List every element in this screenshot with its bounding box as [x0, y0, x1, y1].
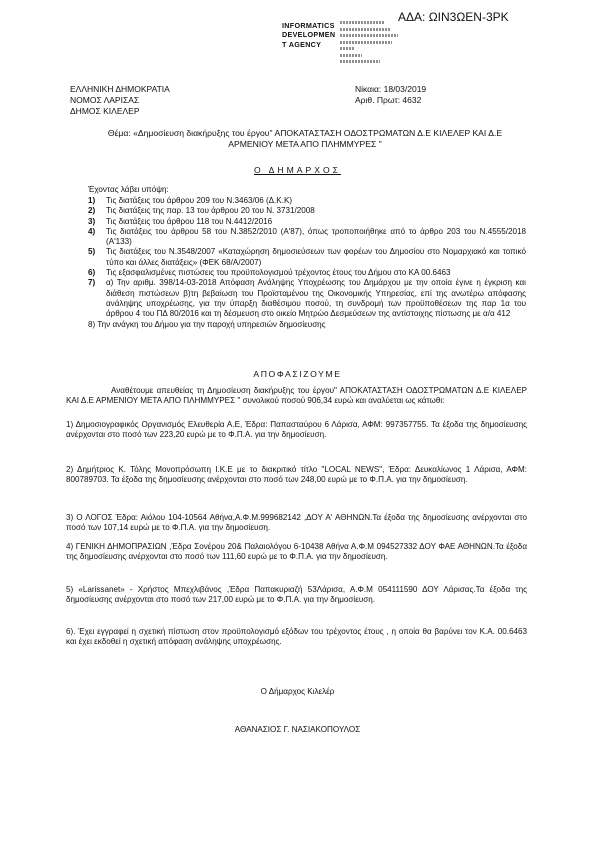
- item-text: Τις διατάξεις της παρ. 13 του άρθρου 20 του Ν. 3731/2008: [106, 206, 315, 216]
- assignment-intro: Αναθέτουμε απευθείας τη Δημοσίευση διακήρυξης του έργου" ΑΠΟΚΑΤΑΣΤΑΣΗ ΟΔΟΣΤΡΩΜΑΤΩΝ Δ.Ε ΚΙΛΕΛΕΡ ΚΑΙ Δ.Ε ΑΡΜΕΝΙΟΥ ΜΕΤΑ ΑΠΟ ΠΛΗΜΜΥΡΕΣ " συνολικού ποσού 906,34 ευρώ και αναλύεται ως κάτωθι:: [66, 386, 527, 406]
- list-item: [88, 320, 526, 330]
- date-line: Νίκαια: 18/03/2019: [355, 84, 427, 94]
- logo-line: INFORMATICS: [282, 21, 335, 30]
- signature-name: ΑΘΑΝΑΣΙΟΣ Γ. ΝΑΣΙΑΚΟΠΟΥΛΟΣ: [234, 725, 361, 734]
- item-number: 7): [88, 278, 96, 288]
- vendor-paragraph: 3) Ο ΛΟΓΟΣ Έδρα: Αιόλου 104-10564 Αθήνα,Α.Φ.Μ.999682142 ,ΔΟΥ Α' ΑΘΗΝΩΝ.Τα έξοδα της δημοσίευσης ανέρχονται στο ποσό των 107,14 ευρώ με το Φ.Π.Α. για την δημοσίευση.: [66, 513, 527, 533]
- item-text: 8) Την ανάγκη του Δήμου για την παροχή υπηρεσιών δημοσίευσης: [88, 319, 326, 329]
- decision-heading: ΑΠΟΦΑΣΙΖΟΥΜΕ: [253, 369, 342, 379]
- item-number: 1): [88, 196, 96, 205]
- considerations-list: [88, 196, 526, 330]
- date-protocol-block: [355, 84, 426, 106]
- vendor-paragraph: 4) ΓΕΝΙΚΗ ΔΗΜΟΠΡΑΣΙΩΝ ,Έδρα Σονέρου 20& Παλαιολόγου 6-10438 Αθήνα Α.Φ.Μ 094527332 ΔΟΥ ΦΑΕ ΑΘΗΝΩΝ.Τα έξοδα της δημοσίευσης ανέρχονται στο ποσό των 111,60 ευρώ με το Φ.Π.Α. για την δημοσίευση.: [66, 542, 527, 562]
- logo-line: T AGENCY: [282, 39, 322, 49]
- protocol-line: Αριθ. Πρωτ: 4632: [355, 95, 422, 105]
- list-item: [88, 206, 526, 216]
- issuer-block: [70, 84, 170, 117]
- vendor-paragraph: 1) Δημοσιογραφικός Οργανισμός Ελευθερία Α.Ε, Έδρα: Παπασταύρου 6 Λάρισα, ΑΦΜ: 997357755. Τα έξοδα της δημοσίευσης ανέρχονται στο ποσό των 223,20 ευρώ με το Φ.Π.Α. για την δημοσίευση.: [66, 420, 527, 440]
- logo-line: DEVELOPMEN: [282, 30, 336, 40]
- country-line: ΕΛΛΗΝΙΚΗ ΔΗΜΟΚΡΑΤΙΑ: [70, 84, 170, 94]
- municipality-line: ΔΗΜΟΣ ΚΙΛΕΛΕΡ: [70, 106, 140, 116]
- vendor-paragraph: 5) «Larissanet» - Χρήστος Μπεχλιβάνος ,Έδρα Παπακυριαζή 53Λάρισα, Α.Φ.Μ 054111590 ΔΟΥ Λάρισας.Τα έξοδα της δημοσίευσης ανέρχονται στο ποσό των 217,00 ευρώ με το Φ.Π.Α. για την δημοσίευση.: [66, 585, 527, 605]
- prefecture-line: ΝΟΜΟΣ ΛΑΡΙΣΑΣ: [70, 95, 140, 105]
- list-item: [88, 268, 526, 278]
- item-text: Τις διατάξεις του άρθρου 58 του Ν.3852/2010 (Α'87), όπως τροποποιήθηκε από το άρθρο 203 του Ν.4555/2018 (Α'133): [106, 226, 526, 247]
- item-number: 3): [88, 216, 96, 226]
- considering-label: Έχοντας λάβει υπόψη:: [88, 185, 169, 194]
- list-item: [88, 278, 526, 319]
- item-text: Τις διατάξεις του άρθρου 118 του Ν.4412/2016: [106, 216, 273, 226]
- subject-line: Θέμα: «Δημοσίευση διακήρυξης του έργου" ΑΠΟΚΑΤΑΣΤΑΣΗ ΟΔΟΣΤΡΩΜΑΤΩΝ Δ.Ε ΚΙΛΕΛΕΡ ΚΑΙ Δ.Ε ΑΡΜΕΝΙΟΥ ΜΕΤΑ ΑΠΟ ΠΛΗΜΜΥΡΕΣ ": [107, 128, 503, 149]
- list-item: [88, 217, 526, 227]
- item-text: Τις διατάξεις του άρθρου 209 του Ν.3463/06 (Δ.Κ.Κ): [106, 196, 293, 205]
- vendor-paragraph: 2) Δημήτριος Κ. Τόλης Μονοπρόσωπη Ι.Κ.Ε με το διακριτικό τίτλο "LOCAL NEWS", Έδρα: Δευκαλίωνος 1 Λάρισα, ΑΦΜ: 800789703. Τα έξοδα της δημοσίευσης ανέρχονται στο ποσό των 248,00 ευρώ με το Φ.Π.Α. για την δημοσίευση.: [66, 465, 527, 485]
- signature-title: Ο Δήμαρχος Κιλελέρ: [260, 687, 335, 696]
- item-number: 2): [88, 206, 96, 216]
- item-number: 4): [88, 226, 96, 236]
- ada-code: ΑΔΑ: ΩΙΝ3ΩΕΝ-3ΡΚ: [398, 10, 509, 24]
- list-item: [88, 227, 526, 248]
- mayor-heading: [0, 165, 595, 175]
- mayor-heading-text: Ο ΔΗΜΑΡΧΟΣ: [254, 165, 341, 175]
- budget-paragraph: 6). Έχει εγγραφεί η σχετική πίστωση στον προϋπολογισμό εξόδων του τρέχοντος έτους , η οποία θα βαρύνει τον Κ.Α. 00.6463 και έχει εκδοθεί η σχετική απόφαση ανάληψης υποχρέωσης.: [66, 627, 527, 647]
- logo-fine-print: [340, 21, 400, 67]
- item-text: Τις εξασφαλισμένες πιστώσεις του προϋπολογισμού τρέχοντος έτους του Δήμου στο ΚΑ 00.6463: [106, 268, 451, 278]
- list-item: [88, 196, 526, 206]
- item-text: α) Την αριθμ. 398/14-03-2018 Απόφαση Ανάληψης Υποχρέωσης του Δημάρχου με την οποία έγινε η έγκριση και διάθεση πιστώσεων β)τη βεβαίωση του Προϊσταμένου της Οικονομικής Υπηρεσίας, επί της ανωτέρω απόφασης ανάληψης υποχρέωσης, για την ύπαρξη διαθέσιμου ποσού, τη συνδρομή των προϋποθέσεων της παρ 1α του άρθρου 4 του ΠΔ 80/2016 και τη δέσμευση στο οικείο Μητρώο Δεσμεύσεων της αντίστοιχης πίστωσης με α/α 412: [106, 278, 526, 319]
- item-text: Τις διατάξεις του Ν.3548/2007 «Καταχώρηση δημοσιεύσεων των φορέων του Δημοσίου στο Νομαρχιακό και τοπικό τύπο και άλλες διατάξεις» (ΦΕΚ 68/Α/2007): [106, 247, 526, 267]
- item-number: 5): [88, 247, 96, 257]
- list-item: [88, 247, 526, 268]
- item-number: 6): [88, 268, 96, 278]
